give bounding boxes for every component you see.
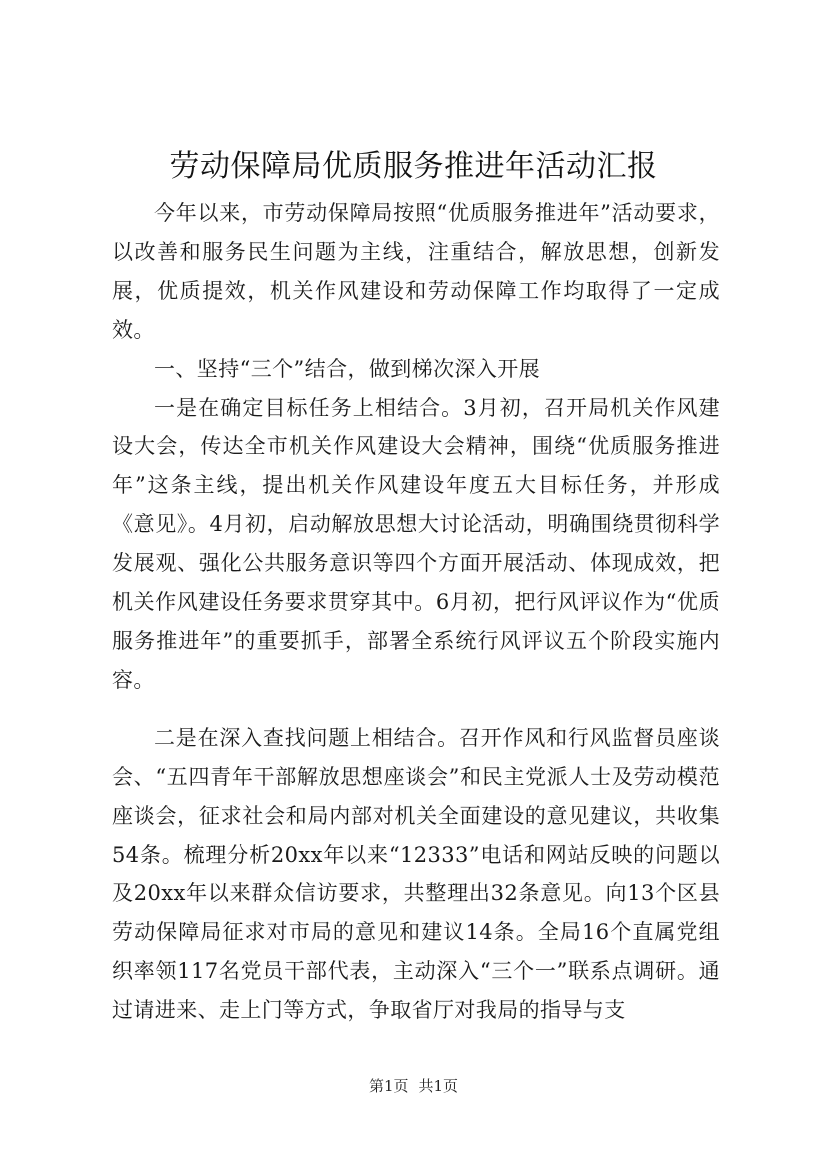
document-title: 劳动保障局优质服务推进年活动汇报: [169, 149, 658, 184]
intro-paragraph: 今年以来，市劳动保障局按照“优质服务推进年”活动要求，以改善和服务民生问题为主线，注重结合，解放思想，创新发展，优质提效，机关作风建设和劳动保障工作均取得了一定成效。: [112, 201, 720, 342]
page-footer: [0, 1075, 827, 1097]
page-number-current: 第1页: [368, 1077, 409, 1095]
paragraph-gap: [112, 700, 720, 719]
body-paragraph-2: 二是在深入查找问题上相结合。召开作风和行风监督员座谈会、“五四青年干部解放思想座谈会”和民主党派人士及劳动模范座谈会，征求社会和局内部对机关全面建设的意见建议，共收集54条。梳理分析20xx年以来“12333”电话和网站反映的问题以及20xx年以来群众信访要求，共整理出32条意见。向13个区县劳动保障局征求对市局的意见和建议14条。全局16个直属党组织率领117名党员干部代表，主动深入“三个一”联系点调研。通过请进来、走上门等方式，争取省厅对我局的指导与支: [112, 725, 720, 1023]
document-body: [112, 194, 720, 1030]
section-heading: 一、坚持“三个”结合，做到梯次深入开展: [154, 356, 541, 381]
page-number-total: 共1页: [418, 1077, 459, 1095]
body-paragraph-1: 一是在确定目标任务上相结合。3月初，召开局机关作风建设大会，传达全市机关作风建设大会精神，围绕“优质服务推进年”这条主线，提出机关作风建设年度五大目标任务，并形成《意见》。4月初，启动解放思想大讨论活动，明确围绕贯彻科学发展观、强化公共服务意识等四个方面开展活动、体现成效，把机关作风建设任务要求贯穿其中。6月初，把行风评议作为“优质服务推进年”的重要抓手，部署全系统行风评议五个阶段实施内容。: [112, 395, 720, 692]
